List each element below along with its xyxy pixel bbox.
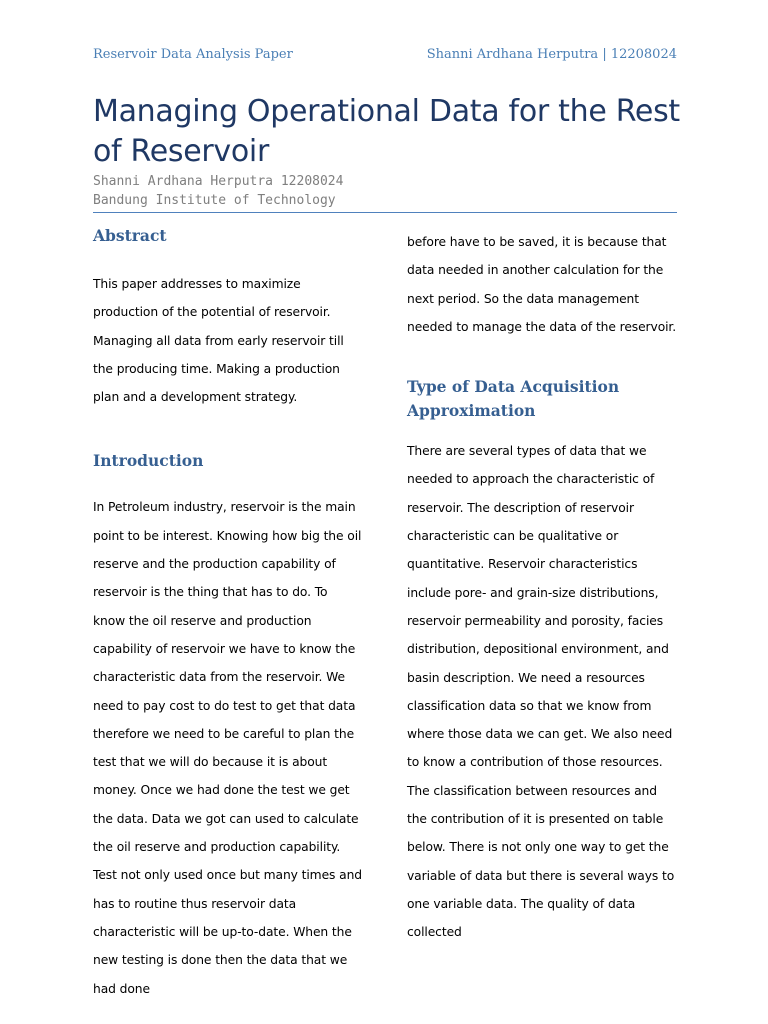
- author-name: Shanni Ardhana Herputra 12208024: [93, 174, 344, 189]
- header-left: Reservoir Data Analysis Paper: [93, 47, 293, 62]
- abstract-text: This paper addresses to maximize production of the potential of reservoir. Managing all data from early reservoir till the producing time. Making a production plan and a development strategy.: [93, 277, 344, 405]
- continued-text: before have to be saved, it is because that data needed in another calculation for the next period. So the data management needed to manage the data of the reservoir.: [407, 235, 677, 334]
- author-block: [93, 172, 343, 210]
- abstract-heading: Abstract: [93, 226, 167, 245]
- data-acquisition-text: There are several types of data that we needed to approach the characteristic of reservoir. The description of reservoir characteristic can be qualitative or quantitative. Reservoir characteristics include pore- and grain-size distributions, reservoir permeability and porosity, facies distribution, depositional environment, and basin description. We need a resources classification data so that we know from where those data we can get. We also need to know a contribution of those resources. The classification between resources and the contribution of it is presented on table below. There is not only one way to get the variable of data but there is several ways to one variable data. The quality of data collected: [407, 444, 675, 940]
- affiliation: Bandung Institute of Technology: [93, 193, 336, 208]
- running-header: [93, 47, 677, 62]
- introduction-text: In Petroleum industry, reservoir is the main point to be interest. Knowing how big the oil reserve and the production capability of reservoir is the thing that has to do. To know the oil reserve and production capability of reservoir we have to know the characteristic data from the reservoir. We need to pay cost to do test to get that data therefore we need to be careful to plan the test that we will do because it is about money. Once we had done the test we get the data. Data we got can used to calculate the oil reserve and production capability. Test not only used once but many times and has to routine thus reservoir data characteristic will be up-to-date. When the new testing is done then the data that we had done: [93, 500, 362, 996]
- right-column: [407, 228, 677, 947]
- introduction-heading: Introduction: [93, 451, 204, 471]
- left-column: [93, 224, 363, 1003]
- title-divider: [93, 212, 677, 213]
- data-acquisition-heading: Type of Data Acquisition Approximation: [407, 377, 620, 421]
- page-title: Managing Operational Data for the Rest of Reservoir: [93, 94, 680, 169]
- header-right: Shanni Ardhana Herputra | 12208024: [426, 47, 677, 62]
